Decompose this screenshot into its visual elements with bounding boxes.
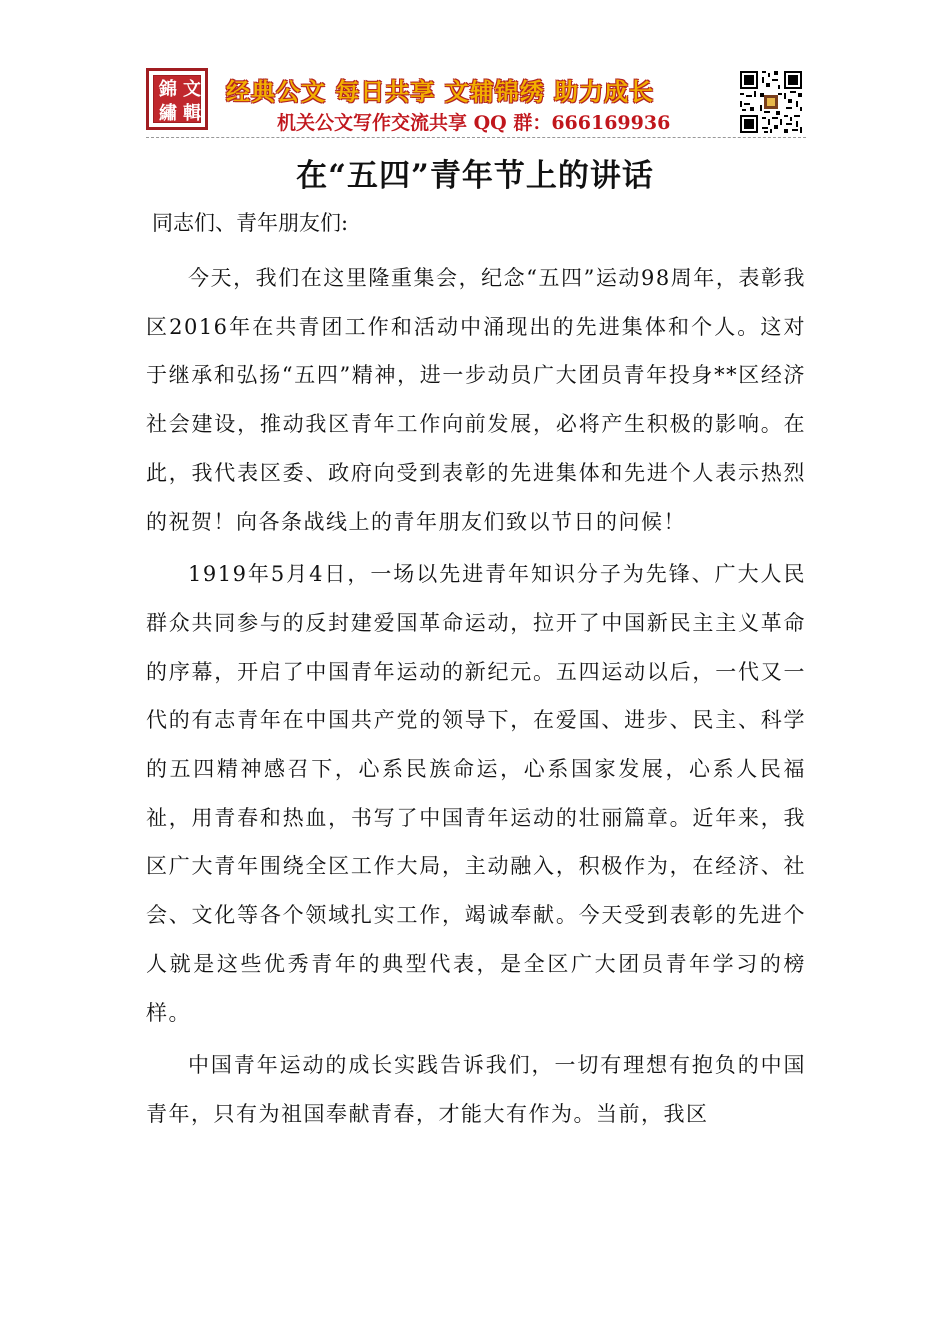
seal-logo: [146, 68, 208, 130]
paragraph: 1919年5月4日，一场以先进青年知识分子为先锋、广大人民群众共同参与的反封建爱国革命运动，拉开了中国新民主主义革命的序幕，开启了中国青年运动的新纪元。五四运动以后，一代又一代的有志青年在中国共产党的领导下，在爱国、进步、民主、科学的五四精神感召下，心系民族命运，心系国家发展，心系人民福祉，用青春和热血，书写了中国青年运动的壮丽篇章。近年来，我区广大青年围绕全区工作大局，主动融入，积极作为，在经济、社会、文化等各个领域扎实工作，竭诚奉献。今天受到表彰的先进个人就是这些优秀青年的典型代表，是全区广大团员青年学习的榜样。: [146, 562, 806, 1025]
document-body: [146, 205, 806, 1139]
header-qq-line: 机关公文写作交流共享 QQ 群：666169936: [277, 112, 671, 134]
page-title: 在“五四”青年节上的讲话: [296, 158, 654, 194]
header-slogan: 经典公文 每日共享 文辅锦绣 助力成长: [226, 78, 655, 106]
seal-char: 錦: [159, 79, 177, 100]
document-header: [0, 0, 950, 140]
paragraph: 今天，我们在这里隆重集会，纪念“五四”运动98周年，表彰我区2016年在共青团工作和活动中涌现出的先进集体和个人。这对于继承和弘扬“五四”精神，进一步动员广大团员青年投身**区经济社会建设，推动我区青年工作向前发展，必将产生积极的影响。在此，我代表区委、政府向受到表彰的先进集体和先进个人表示热烈的祝贺！向各条战线上的青年朋友们致以节日的问候！: [146, 266, 806, 534]
qr-code-icon: [738, 69, 804, 135]
seal-char: 文: [183, 79, 201, 100]
paragraph: 中国青年运动的成长实践告诉我们，一切有理想有抱负的中国青年，只有为祖国奉献青春，才能大有作为。当前，我区: [146, 1053, 806, 1126]
header-divider: [146, 137, 806, 138]
seal-char: 繡: [159, 103, 177, 124]
salutation: 同志们、青年朋友们:: [152, 211, 349, 235]
seal-char: 輯: [183, 103, 201, 124]
